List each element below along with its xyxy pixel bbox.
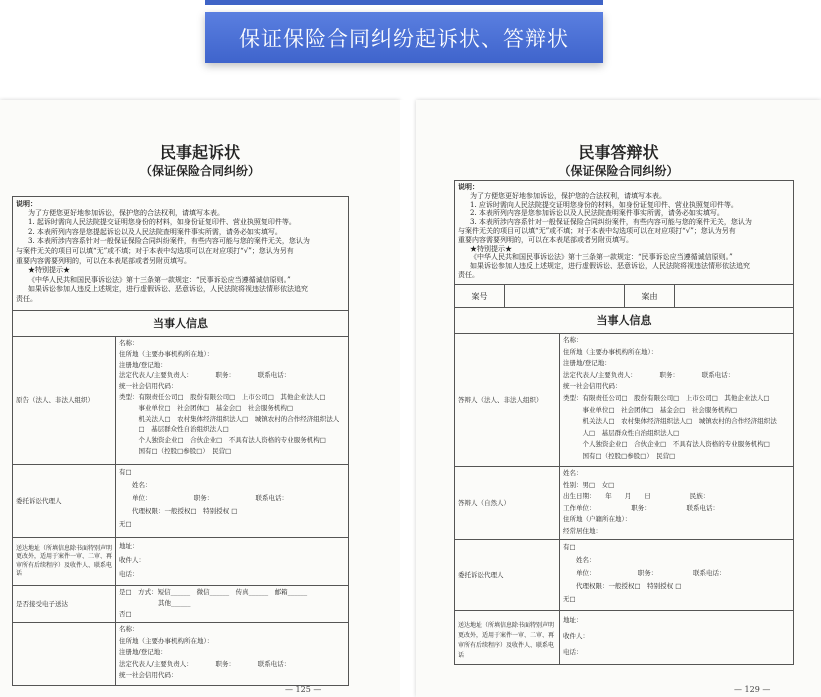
- notes-line: 责任。: [16, 294, 37, 303]
- complaint-title: 民事起诉状: [159, 143, 240, 162]
- field-line: 是□ 方式：短信______ 微信______ 传真______ 邮箱______: [119, 588, 308, 596]
- complaint-subtitle: （保证保险合同纠纷）: [139, 164, 260, 178]
- defense-page: [416, 100, 821, 697]
- notes-line: 2. 本表所列内容是您参加诉讼以及人民法院查明案件事实所需，请务必如实填写。: [470, 209, 724, 218]
- field-line: 机关法人□ 农村集体经济组织法人□ 城镇农村的合作经济组织法: [563, 417, 777, 426]
- notes-warning: ★特别提示★: [28, 266, 70, 275]
- field-line: 收件人：: [563, 632, 589, 640]
- banner-title: 保证保险合同纠纷起诉状、答辩状: [205, 12, 603, 63]
- field-line: 类型：有限责任公司□ 股份有限公司□ 上市公司□ 其他企业法人□: [119, 392, 326, 401]
- field-line: 事业单位□ 社会团体□ 基金会□ 社会服务机构□: [563, 405, 738, 414]
- field-line: 法定代表人/主要负责人： 职务： 联系电话：: [119, 371, 291, 380]
- complaint-agent-row: [13, 465, 348, 538]
- notes-line: 2. 本表所列内容是您提起诉讼以及人民法院查明案件事实所需，请务必如实填写。: [28, 227, 282, 236]
- page-gutter: [400, 100, 416, 697]
- defense-service-row: [455, 611, 793, 665]
- notes-line: 《中华人民共和国民事诉讼法》第十三条第一款规定：“民事诉讼应当遵循诚信原则。”: [470, 253, 733, 262]
- notes-line: 与案件无关的项目可以填“无”或不填；对于本表中勾选项可以在对应项打“√”；您认为另有: [458, 226, 736, 235]
- field-line: 名称：: [119, 339, 139, 347]
- service-label: 送达地址（所填信息除书面特别声明更改外，适用于案件一审、二审、再审所有后续程序）及收件人、联系电话: [455, 611, 560, 665]
- complaint-form: [12, 196, 349, 686]
- notes-line: 3. 本表所涉内容系针对一般保证保险合同纠纷案件，有些内容可能与您的案件无关，您认为: [470, 218, 752, 227]
- field-line: 电话：: [119, 570, 139, 578]
- respondent-person-fields[interactable]: [560, 467, 793, 539]
- field-line: 人□ 基层群众性自治组织法人□: [563, 428, 680, 437]
- complaint-page-number: — 125 —: [285, 685, 322, 694]
- defendant-label: [13, 623, 116, 686]
- field-line: 出生日期： 年 月 日 民族：: [563, 492, 710, 500]
- defense-subtitle: （保证保险合同纠纷）: [558, 164, 679, 178]
- esend-label: 是否接受电子送达: [13, 586, 116, 622]
- notes-line: 《中华人民共和国民事诉讼法》第十三条第一款规定：“民事诉讼应当遵循诚信原则。”: [28, 275, 291, 284]
- service-fields[interactable]: [116, 538, 348, 585]
- notes-line: 重要内容需要列明的，可以在本表尾部或者另附页填写。: [16, 256, 191, 265]
- field-line: 个人独资企业□ 合伙企业□ 不具有法人资格的专业服务机构□: [119, 436, 326, 445]
- field-line: 有□: [119, 468, 132, 476]
- esend-fields[interactable]: [116, 586, 348, 622]
- field-line: 代理权限：一般授权□ 特别授权 □: [119, 507, 238, 515]
- agent-fields[interactable]: [560, 540, 793, 610]
- field-line: 地址：: [119, 542, 139, 550]
- notes-warning: ★特别提示★: [470, 244, 512, 253]
- notes-line: 1. 起诉时需向人民法院提交证明您身份的材料，如身份证复印件、营业执照复印件等。: [28, 218, 296, 227]
- field-line: 地址：: [563, 616, 583, 624]
- field-line: 收件人：: [119, 556, 145, 564]
- field-line: 事业单位□ 社会团体□ 基金会□ 社会服务机构□: [119, 403, 294, 412]
- complaint-page: [0, 100, 400, 697]
- plaintiff-label: 原告（法人、非法人组织）: [13, 337, 116, 464]
- field-line: 法定代表人/主要负责人： 职务： 联系电话：: [119, 659, 291, 668]
- field-line: 单位： 职务： 联系电话：: [563, 569, 726, 577]
- notes-line: 重要内容需要列明的，可以在本表尾部或者另附页填写。: [458, 235, 633, 244]
- notes-line: 3. 本表所涉内容系针对一般保证保险合同纠纷案件，有些内容可能与您的案件无关，您认为: [28, 237, 310, 246]
- field-line: 有□: [563, 543, 576, 551]
- notes-line: 为了方便您更好地参加诉讼，保护您的合法权利，请填写本表。: [28, 208, 224, 217]
- respondent-org-label: 答辩人（法人、非法人组织）: [455, 334, 560, 466]
- field-line: 否□: [119, 610, 132, 618]
- field-line: 个人独资企业□ 合伙企业□ 不具有法人资格的专业服务机构□: [563, 440, 770, 449]
- respondent-org-fields[interactable]: [560, 334, 793, 466]
- notes-line: 如果诉讼参加人违反上述规定，进行虚假诉讼、恶意诉讼，人民法院将视违法情形依法追究: [28, 285, 308, 294]
- field-line: 住所地（户籍所在地）：: [563, 515, 632, 523]
- case-cause-field[interactable]: [675, 285, 793, 307]
- notes-line: 与案件无关的项目可以填“无”或不填；对于本表中勾选项可以在对应项打“√”；您认为另有: [16, 246, 294, 255]
- service-fields[interactable]: [560, 611, 793, 665]
- complaint-notes: [13, 197, 348, 311]
- field-line: 工作单位： 职务： 联系电话：: [563, 503, 719, 512]
- field-line: 姓名：: [563, 556, 596, 564]
- esend-row: [13, 586, 348, 623]
- field-line: 统一社会信用代码：: [563, 382, 622, 391]
- field-line: 住所地（主要办事机构所在地）：: [119, 349, 214, 358]
- field-line: 住所地（主要办事机构所在地）：: [563, 347, 658, 356]
- notes-line: 如果诉讼参加人违反上述规定，进行虚假诉讼、恶意诉讼，人民法院将视违法情形依法追究: [470, 262, 750, 271]
- plaintiff-fields[interactable]: [116, 337, 348, 464]
- complaint-section-title: 当事人信息: [13, 311, 348, 337]
- field-line: 注册地/登记地：: [119, 360, 167, 369]
- field-line: 无□: [119, 520, 132, 528]
- notes-line: 为了方便您更好地参加诉讼，保护您的合法权利，请填写本表。: [470, 191, 666, 200]
- field-line: 住所地（主要办事机构所在地）：: [119, 636, 214, 645]
- field-line: 注册地/登记地：: [563, 359, 611, 368]
- agent-label: 委托诉讼代理人: [13, 465, 116, 537]
- notes-heading: 说明：: [16, 199, 37, 208]
- field-line: 名称：: [563, 336, 583, 344]
- case-info-row: [455, 285, 793, 308]
- field-line: 统一社会信用代码：: [119, 382, 178, 391]
- defense-title: 民事答辩状: [578, 143, 659, 162]
- defendant-row: [13, 623, 348, 686]
- field-line: 经常居住地：: [563, 526, 602, 535]
- notes-line: 责任。: [458, 270, 479, 279]
- respondent-org-row: [455, 334, 793, 467]
- case-cause-label: 案由: [625, 285, 675, 307]
- top-accent-strip: [205, 0, 603, 5]
- case-no-label: 案号: [455, 285, 505, 307]
- defense-agent-row: [455, 540, 793, 611]
- field-line: 代理权限：一般授权□ 特别授权 □: [563, 582, 682, 590]
- field-line: 类型：有限责任公司□ 股份有限公司□ 上市公司□ 其他企业法人□: [563, 393, 770, 402]
- case-no-field[interactable]: [505, 285, 625, 307]
- field-line: 机关法人□ 农村集体经济组织法人□ 城镇农村的合作经济组织法人: [119, 414, 340, 423]
- field-line: 注册地/登记地：: [119, 648, 167, 656]
- field-line: 国有□（控股□参股□） 民营□: [119, 446, 232, 455]
- field-line: 其他______: [119, 599, 191, 607]
- complaint-service-row: [13, 538, 348, 586]
- field-line: 单位： 职务： 联系电话：: [119, 494, 288, 502]
- field-line: 电话：: [563, 648, 583, 656]
- plaintiff-row: [13, 337, 348, 465]
- field-line: 国有□（控股□参股□） 民营□: [563, 451, 676, 460]
- respondent-person-row: [455, 467, 793, 540]
- defendant-fields[interactable]: [116, 623, 348, 686]
- field-line: 姓名：: [119, 481, 152, 489]
- field-line: 姓名：: [563, 469, 583, 477]
- field-line: 统一社会信用代码：: [119, 671, 178, 679]
- service-label: 送达地址（所填信息除书面特别声明更改外，适用于案件一审、二审、再审所有后续程序）及收件人、联系电话: [13, 538, 116, 585]
- notes-heading: 说明：: [458, 183, 479, 191]
- agent-fields[interactable]: [116, 465, 348, 537]
- defense-form: [454, 180, 794, 665]
- field-line: 名称：: [119, 625, 139, 633]
- notes-line: 1. 应诉时需向人民法院提交证明您身份的材料，如身份证复印件、营业执照复印件等。: [470, 200, 738, 209]
- field-line: □ 基层群众性自治组织法人□: [119, 425, 229, 434]
- defense-page-number: — 129 —: [734, 685, 771, 694]
- defense-notes: [455, 181, 793, 285]
- field-line: 法定代表人/主要负责人： 职务： 联系电话：: [563, 370, 735, 379]
- respondent-person-label: 答辩人（自然人）: [455, 467, 560, 539]
- field-line: 性别：男□ 女□: [563, 480, 615, 489]
- defense-section-title: 当事人信息: [455, 308, 793, 334]
- field-line: 无□: [563, 595, 576, 603]
- agent-label: 委托诉讼代理人: [455, 540, 560, 610]
